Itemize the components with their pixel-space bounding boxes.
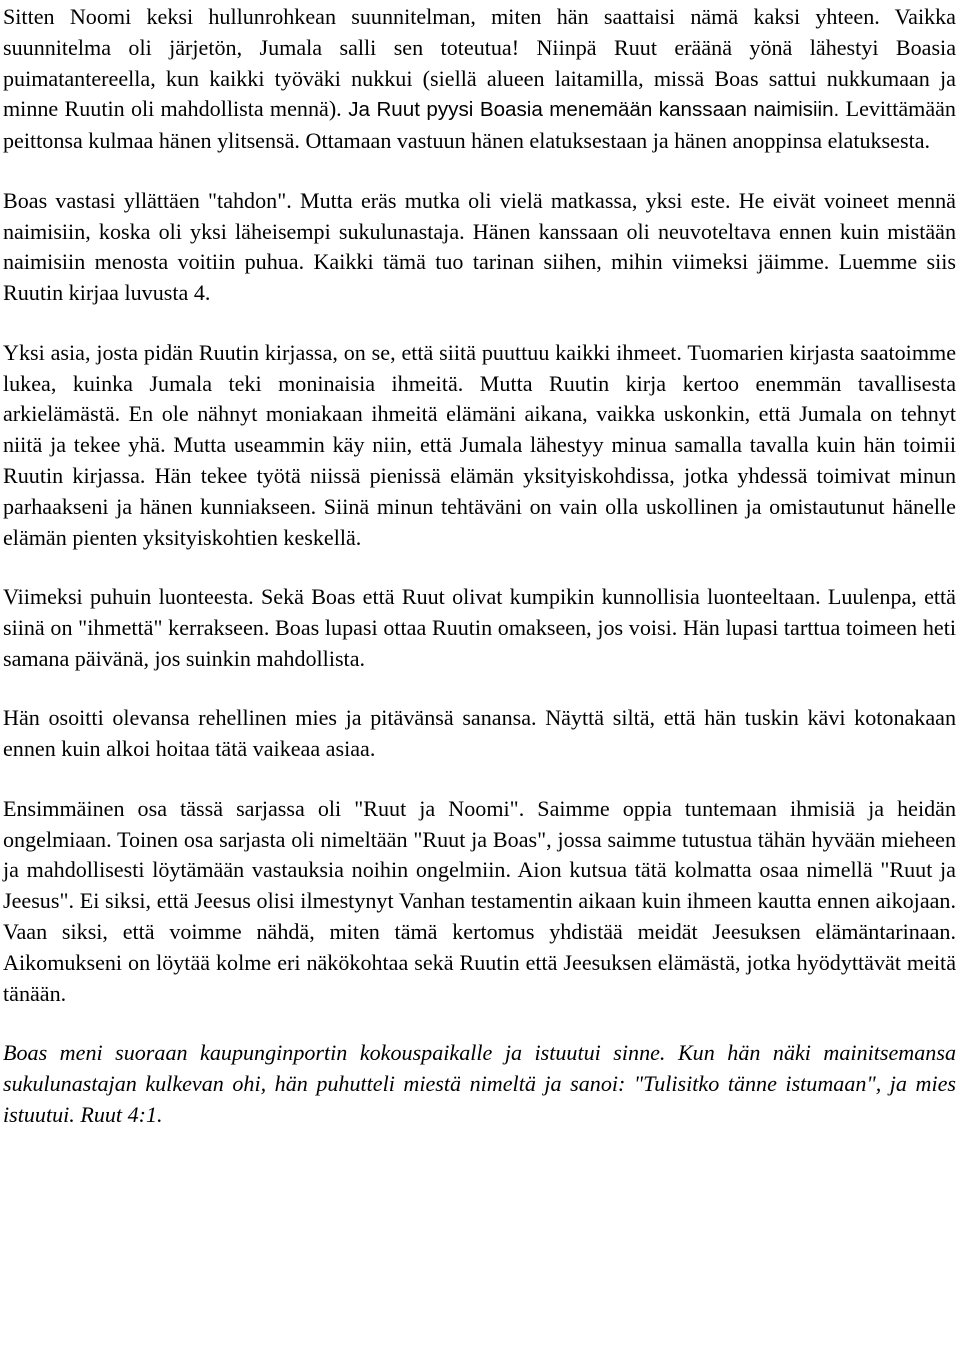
paragraph-no-miracles: Yksi asia, josta pidän Ruutin kirjassa, on se, että siitä puuttuu kaikki ihmeet. Tuomarien kirjasta saatoimme lukea, kuinka Jumala teki moninaisia ihmeitä. Mutta Ruutin kirja kertoo enemmän tavallisesta arkielämästä. En ole nähnyt moniakaan ihmeitä elämäni aikana, vaikka uskonkin, että Jumala on tehnyt niitä ja tekee yhä. Mutta useammin käy niin, että Jumala lähestyy minua samalla tavalla kuin hän toimii Ruutin kirjassa. Hän tekee työtä niissä pienissä elämän yksityiskohdissa, jotka yhdessä toimivat minun parhaakseni ja hänen kunniakseen. Siinä minun tehtäväni on vain olla uskollinen ja omistautunut hänelle elämän pienten yksityiskohtien keskellä. (3, 339, 956, 550)
paragraph-character: Viimeksi puhuin luonteesta. Sekä Boas että Ruut olivat kumpikin kunnollisia luonteeltaan. Luulenpa, että siinä on "ihmettä" kerrakseen. Boas lupasi ottaa Ruutin omakseen, jos voisi. Hän lupasi tarttua toimeen heti samana päivänä, jos suinkin mahdollista. (3, 584, 956, 671)
paragraph-intro-serif: Sitten Noomi keksi hullunrohkean suunnitelman, miten hän saattaisi nämä kaksi yhteen. Vaikka suunnitelma oli järjetön, Jumala salli sen toteutua! Niinpä Ruut eräänä yönä lähestyi Boasia puimatantereella, kun kaikki työväki nukkui (siellä alueen laitamilla, missä Boas sattui nukkumaan ja minne Ruutin oli mahdollista mennä). (3, 4, 956, 122)
paragraph-intro-sans-lead: Ja Ruut pyysi Boasia menemään kanssaan naimisiin. (341, 98, 840, 122)
scripture-quote: Boas meni suoraan kaupunginportin kokouspaikalle ja istuutui sinne. Kun hän näki mainitsemansa sukulunastajan kulkevan ohi, hän puhutteli miestä nimeltä ja sanoi: "Tulisitko tänne istumaan", ja mies istuutui. Ruut 4:1. (3, 1040, 956, 1127)
paragraph-intro (3, 2, 956, 157)
paragraph-honest-man: Hän osoitti olevansa rehellinen mies ja pitävänsä sanansa. Näyttä siltä, että hän tuskin kävi kotonakaan ennen kuin alkoi hoitaa tätä vaikeaa asiaa. (3, 705, 956, 762)
paragraph-intro-sans: Levittämään peittonsa kulmaa hänen ylitsensä. Ottamaan vastuun hänen elatuksestaan ja hänen anoppinsa elatuksesta. (3, 96, 956, 154)
paragraph-boas-answer: Boas vastasi yllättäen "tahdon". Mutta eräs mutka oli vielä matkassa, yksi este. He eivät voineet mennä naimisiin, koska oli yksi läheisempi sukulunastaja. Hänen kanssaan oli neuvoteltava ennen kuin mistään naimisiin menosta voitiin puhua. Kaikki tämä tuo tarinan siihen, mihin viimeksi jäimme. Luemme siis Ruutin kirjaa luvusta 4. (3, 187, 956, 306)
paragraph-series-overview: Ensimmäinen osa tässä sarjassa oli "Ruut ja Noomi". Saimme oppia tuntemaan ihmisiä ja heidän ongelmiaan. Toinen osa sarjasta oli nimeltään "Ruut ja Boas", jossa saimme tutustua tähän hyvään mieheen ja mahdollisesti löytämään vastauksia noihin ongelmiin. Aion kutsua tätä kolmatta osaa nimellä "Ruut ja Jeesus". Ei siksi, että Jeesus olisi ilmestynyt Vanhan testamentin aikaan kuin ihmeen kautta ennen aikojaan. Vaan siksi, että voimme nähdä, miten tämä kertomus yhdistää meidät Jeesuksen elämäntarinaan. Aikomukseni on löytää kolme eri näkökohtaa sekä Ruutin että Jeesuksen elämästä, jotka hyödyttävät meitä tänään. (3, 795, 956, 1006)
document-page (3, 2, 956, 1130)
